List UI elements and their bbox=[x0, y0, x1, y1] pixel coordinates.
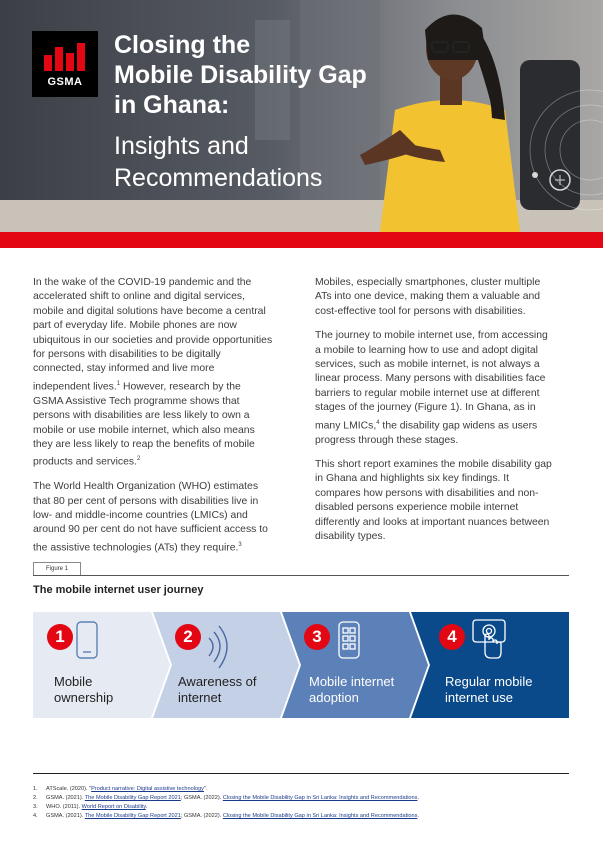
paragraph bbox=[315, 329, 555, 448]
footnote-link[interactable]: Closing the Mobile Disability Gap in Sri Lanka: Insights and Recommendations bbox=[222, 795, 418, 801]
stage-1-number: 1 bbox=[47, 624, 73, 650]
label-line: Mobile bbox=[54, 674, 93, 689]
footnote-link[interactable]: World Report on Disability bbox=[81, 804, 146, 810]
footnote-ref[interactable]: 4 bbox=[376, 419, 380, 426]
figure-title: The mobile internet user journey bbox=[33, 584, 204, 596]
text: The journey to mobile internet use, from accessing a mobile to learning how to use and adopt digital services, such as mobile internet, is not always a linear process. Many persons with disabilities face barriers to regular mobile internet use at different stages of the journey (Figure 1). In Ghana, as in many LMICs, bbox=[315, 330, 548, 432]
footnote-ref[interactable]: 1 bbox=[116, 380, 121, 387]
stage-4-number: 4 bbox=[439, 624, 465, 650]
title-line-1: Closing the bbox=[114, 31, 251, 59]
page-subtitle bbox=[114, 130, 414, 194]
title-line-2: Mobile Disability Gap bbox=[114, 61, 367, 89]
text: ". bbox=[203, 786, 208, 792]
figure-rule bbox=[33, 575, 569, 576]
text: ATScale. (2020). " bbox=[46, 786, 92, 792]
footnote-1 bbox=[33, 785, 419, 794]
body-column-right bbox=[315, 276, 555, 554]
stage-4-label bbox=[445, 674, 532, 706]
accent-bar bbox=[0, 232, 603, 248]
text: However, research by the GSMA Assistive Tech programme shows that persons with disabilities are less likely to own a mobile or use mobile internet, which also means they are less likely to reap the benefits of mobile products and services. bbox=[33, 381, 255, 468]
footnote-3 bbox=[33, 803, 419, 812]
figure-tag: Figure 1 bbox=[33, 562, 81, 576]
footnote-4 bbox=[33, 812, 419, 821]
paragraph bbox=[33, 480, 273, 556]
label-line: adoption bbox=[309, 690, 359, 705]
footnote-number: 3. bbox=[33, 804, 38, 810]
text: WHO. (2011). bbox=[46, 804, 82, 810]
stage-2-label bbox=[178, 674, 257, 706]
label-line: internet bbox=[178, 690, 222, 705]
text: GSMA. (2021). bbox=[46, 795, 85, 801]
text: ; GSMA. (2022). bbox=[180, 795, 223, 801]
footnote-number: 4. bbox=[33, 813, 38, 819]
text: In the wake of the COVID-19 pandemic and the accelerated shift to online and digital services, mobile and digital solutions have become a central part of everyday life. Mobile phones are now ubiquitous in our societies and provide opportunities for persons with disabilities to be digitally connected, stay informed and live more independent lives. bbox=[33, 277, 273, 393]
text: . bbox=[417, 813, 420, 819]
label-line: ownership bbox=[54, 690, 114, 705]
stage-3-number: 3 bbox=[304, 624, 330, 650]
label-line: Regular mobile bbox=[445, 674, 533, 689]
stage-1-label bbox=[54, 674, 113, 706]
subtitle-line-1: Insights and bbox=[114, 132, 249, 160]
text: GSMA. (2021). bbox=[46, 813, 85, 819]
footnote-ref[interactable]: 3 bbox=[238, 541, 242, 548]
label-line: internet use bbox=[445, 690, 513, 705]
page-title bbox=[114, 30, 367, 120]
body-column-left bbox=[33, 276, 273, 566]
stage-3-label bbox=[309, 674, 394, 706]
text: the disability gap widens as users progress through these stages. bbox=[315, 420, 538, 446]
footnote-link[interactable]: The Mobile Disability Gap Report 2021 bbox=[84, 795, 181, 801]
text: . bbox=[417, 795, 420, 801]
stage-2-number: 2 bbox=[175, 624, 201, 650]
subtitle-line-2: Recommendations bbox=[114, 164, 323, 192]
text: . bbox=[145, 804, 148, 810]
footnote-link[interactable]: The Mobile Disability Gap Report 2021 bbox=[84, 813, 181, 819]
paragraph: Mobiles, especially smartphones, cluster multiple ATs into one device, making them a valuable and cost-effective tool for persons with disabilities. bbox=[315, 277, 541, 317]
label-line: Mobile internet bbox=[309, 674, 395, 689]
user-journey-diagram bbox=[33, 612, 569, 718]
text: ; GSMA. (2022). bbox=[180, 813, 223, 819]
label-line: Awareness of bbox=[178, 674, 257, 689]
logo-text: GSMA bbox=[47, 76, 83, 88]
footnote-link[interactable]: Closing the Mobile Disability Gap in Sri Lanka: Insights and Recommendations bbox=[222, 813, 418, 819]
footnote-ref[interactable]: 2 bbox=[136, 456, 141, 463]
footnote-2 bbox=[33, 794, 419, 803]
footnote-rule bbox=[33, 773, 569, 774]
footnote-number: 1. bbox=[33, 786, 38, 792]
footnotes bbox=[33, 785, 419, 821]
paragraph bbox=[33, 276, 273, 470]
title-line-3: in Ghana: bbox=[114, 91, 230, 119]
footnote-number: 2. bbox=[33, 795, 38, 801]
text: The World Health Organization (WHO) estimates that 80 per cent of persons with disabilities live in low- and middle-income countries (LMICs) and around 90 per cent do not have sufficient access to the assistive technologies (ATs) they require. bbox=[33, 481, 268, 554]
hero-banner bbox=[0, 0, 603, 232]
paragraph: This short report examines the mobile disability gap in Ghana and highlights six key findings. It compares how persons with disabilities and non-disabled persons experience mobile internet differently and looks at important nuances between disability types. bbox=[315, 458, 552, 542]
footnote-link[interactable]: Product narrative: Digital assistive technology bbox=[91, 786, 204, 792]
gsma-logo bbox=[32, 31, 98, 97]
